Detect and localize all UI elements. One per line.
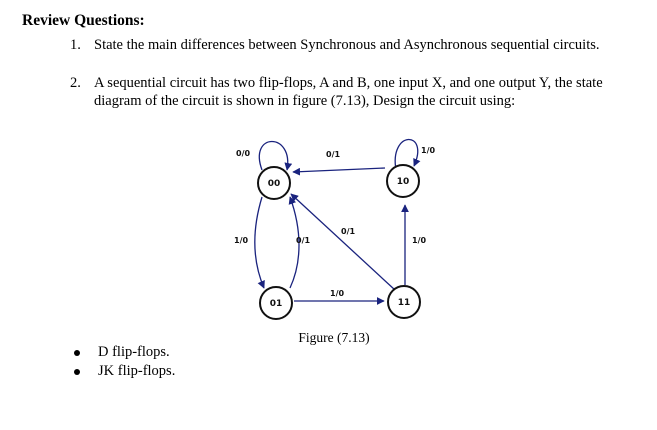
question-2-number: 2. bbox=[70, 75, 81, 91]
question-2-text: A sequential circuit has two flip-flops, A and B, one input X, and one output Y, the state diagram of the circuit is shown in figure (7.13), Design the circuit using: bbox=[94, 75, 603, 109]
state-label-01: 01 bbox=[269, 299, 283, 309]
self-loop-00 bbox=[259, 142, 287, 171]
state-label-11: 11 bbox=[397, 298, 411, 308]
state-node-01 bbox=[260, 287, 292, 319]
label-self-00: 0/0 bbox=[236, 149, 251, 158]
bullet-dot-icon bbox=[74, 350, 80, 356]
bullet-dot-icon bbox=[74, 369, 80, 375]
label-11-to-00-diagonal: 0/1 bbox=[341, 227, 356, 236]
state-node-10 bbox=[387, 165, 419, 197]
edge-00-to-01 bbox=[255, 197, 264, 288]
label-01-to-11: 1/0 bbox=[330, 289, 345, 298]
label-11-to-10: 1/0 bbox=[412, 236, 427, 245]
state-node-11 bbox=[388, 286, 420, 318]
label-10-to-00: 0/1 bbox=[326, 150, 341, 159]
question-1-number: 1. bbox=[70, 37, 81, 53]
bullet-text: D flip-flops. bbox=[98, 344, 170, 360]
edge-10-to-00 bbox=[293, 168, 385, 172]
label-01-to-00: 0/1 bbox=[296, 236, 311, 245]
question-1-text: State the main differences between Synchronous and Asynchronous sequential circuits. bbox=[94, 37, 600, 53]
review-heading: Review Questions: bbox=[22, 12, 145, 29]
label-self-10: 1/0 bbox=[421, 146, 436, 155]
state-label-00: 00 bbox=[267, 179, 281, 189]
label-00-to-01: 1/0 bbox=[234, 236, 249, 245]
bullet-text: JK flip-flops. bbox=[98, 363, 176, 379]
state-label-10: 10 bbox=[396, 177, 410, 187]
state-node-00 bbox=[258, 167, 290, 199]
figure-caption: Figure (7.13) bbox=[298, 330, 370, 345]
